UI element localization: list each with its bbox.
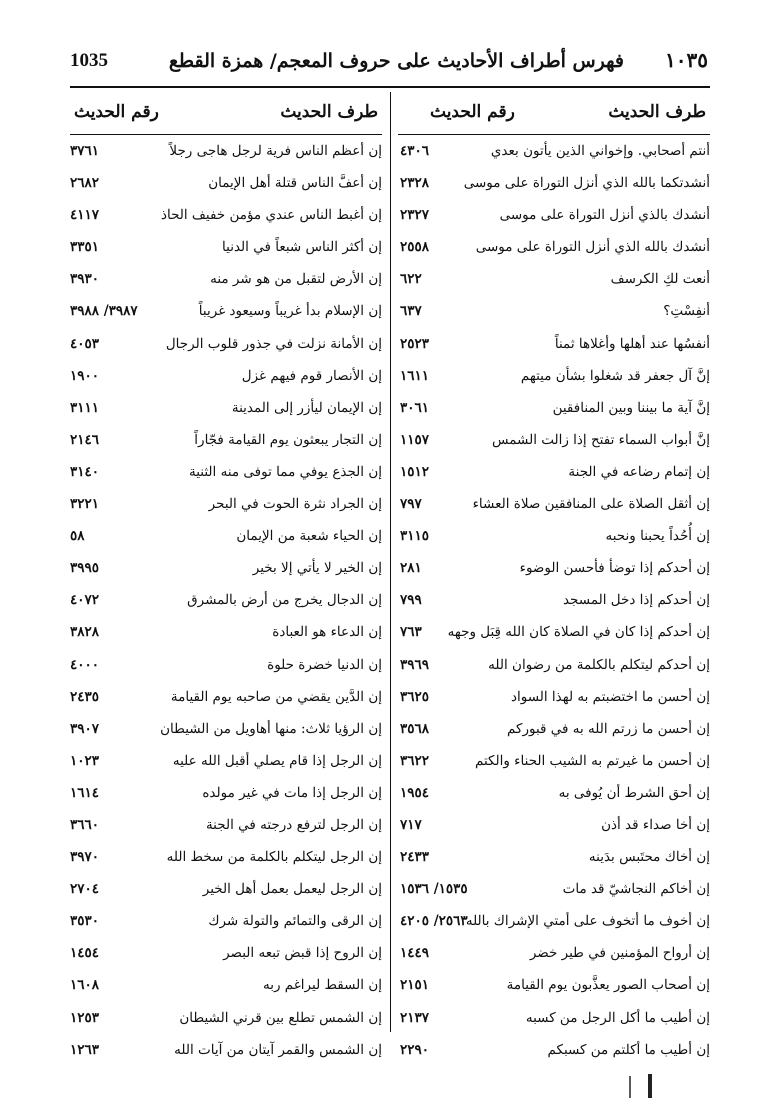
column-header-hadith: طرف الحديث — [280, 102, 378, 122]
hadith-number: ١٩٠٠ — [70, 367, 100, 384]
hadith-number: ٢٣٢٨ — [400, 175, 430, 192]
hadith-number: ٤٠٧٢ — [70, 592, 100, 609]
hadith-opening: إنَّ آية ما بيننا وبين المنافقين — [552, 399, 710, 416]
index-row — [398, 231, 710, 263]
hadith-opening: أنعت لكِ الكرسف — [610, 271, 710, 288]
index-row — [70, 777, 382, 809]
index-row — [398, 199, 710, 231]
index-row — [398, 295, 710, 327]
index-row — [398, 520, 710, 552]
index-row — [70, 392, 382, 424]
hadith-opening: أنفسُها عند أهلها وأغلاها ثمناً — [554, 335, 710, 352]
hadith-opening: إن أطيب ما أكلتم من كسبكم — [547, 1041, 710, 1058]
index-row — [70, 424, 382, 456]
hadith-opening: إن الدَّين يقضي من صاحبه يوم القيامة — [170, 688, 382, 705]
hadith-number: ١٩٥٤ — [400, 784, 430, 801]
hadith-opening: أنشدك بالله الذي أنزل التوراة على موسى — [475, 239, 710, 256]
page-title: فهرس أطراف الأحاديث على حروف المعجم/ همزة القطع — [168, 50, 624, 72]
hadith-number: ٣١١١ — [70, 399, 100, 416]
hadith-number: ٢٢٩٠ — [400, 1041, 430, 1058]
index-row — [398, 905, 710, 937]
hadith-number: ١٦٠٨ — [70, 977, 100, 994]
column-header — [70, 92, 382, 135]
hadith-number: ٣٣٥١ — [70, 239, 100, 256]
index-row — [70, 199, 382, 231]
index-row — [398, 713, 710, 745]
hadith-opening: إن أخاكم النجاشيّ قد مات — [562, 881, 710, 898]
index-row — [70, 713, 382, 745]
hadith-number: ١٥١٢ — [400, 463, 430, 480]
hadith-number: ٣٩٩٥ — [70, 560, 100, 577]
hadith-opening: إن الرجل إذا قام يصلي أقبل الله عليه — [172, 752, 382, 769]
hadith-opening: إن أحدكم ليتكلم بالكلمة من رضوان الله — [488, 656, 710, 673]
index-row — [398, 456, 710, 488]
index-row — [70, 681, 382, 713]
page-number-latin: 1035 — [70, 50, 108, 71]
hadith-number: ١٦١١ — [400, 367, 430, 384]
hadith-number: ١١٥٧ — [400, 431, 430, 448]
column-header-hadith: طرف الحديث — [608, 102, 706, 122]
hadith-number: ١٠٢٣ — [70, 752, 100, 769]
hadith-number: ٣٩٨٧/ ٣٩٨٨ — [70, 303, 138, 320]
index-row — [70, 1034, 382, 1066]
index-row — [70, 167, 382, 199]
hadith-opening: إنَّ آل جعفر قد شغلوا بشأن ميتهم — [520, 367, 710, 384]
hadith-opening: إن الجذع يوفي مما توفى منه الثنية — [188, 463, 382, 480]
hadith-opening: إنَّ أبواب السماء تفتح إذا زالت الشمس — [492, 431, 710, 448]
hadith-number: ٣٦٦٠ — [70, 816, 100, 833]
index-row — [398, 937, 710, 969]
hadith-opening: إن أخوف ما أتخوف على أمتي الإشراك بالله — [465, 913, 710, 930]
index-row — [70, 520, 382, 552]
hadith-number: ٢٥٢٣ — [400, 335, 430, 352]
hadith-opening: إن الخير لا يأتي إلا بخير — [252, 560, 382, 577]
hadith-number: ٣١٤٠ — [70, 463, 100, 480]
hadith-number: ٢٥٥٨ — [400, 239, 430, 256]
index-row — [398, 392, 710, 424]
index-row — [70, 969, 382, 1001]
hadith-opening: إن أحسن ما زرتم الله به في قبوركم — [507, 720, 710, 737]
hadith-number: ٢٧٠٤ — [70, 881, 100, 898]
hadith-opening: إن الحياء شعبة من الإيمان — [236, 528, 382, 545]
index-row — [398, 841, 710, 873]
index-row — [70, 328, 382, 360]
index-row — [398, 488, 710, 520]
hadith-number: ٣٩٧٠ — [70, 849, 100, 866]
index-row — [70, 360, 382, 392]
hadith-opening: إن أخا صداء قد أذن — [601, 816, 710, 833]
index-row — [398, 809, 710, 841]
hadith-opening: إن أغبط الناس عندي مؤمن خفيف الحاذ — [160, 207, 382, 224]
hadith-number: ٣٠٦١ — [400, 399, 430, 416]
hadith-opening: إن أعظم الناس فرية لرجل هاجى رجلاً — [169, 143, 382, 159]
index-row — [70, 295, 382, 327]
hadith-opening: إن أصحاب الصور يعذَّبون يوم القيامة — [506, 977, 710, 994]
index-row — [70, 584, 382, 616]
index-row — [398, 1034, 710, 1066]
hadith-opening: إن أثقل الصلاة على المنافقين صلاة العشاء — [472, 496, 710, 513]
index-row — [70, 616, 382, 648]
hadith-number: ٣٧٦١ — [70, 143, 100, 159]
hadith-opening: إن السقط ليراغم ربه — [262, 977, 382, 994]
hadith-number: ٣٥٦٨ — [400, 720, 430, 737]
column-divider — [390, 92, 391, 1032]
index-row — [398, 263, 710, 295]
hadith-opening: إن أكثر الناس شبعاً في الدنيا — [222, 239, 382, 256]
hadith-number: ١٥٣٥/ ١٥٣٦ — [400, 881, 468, 898]
hadith-number: ٤٠٥٣ — [70, 335, 100, 352]
printer-mark — [624, 1072, 664, 1098]
hadith-number: ٣٢٢١ — [70, 496, 100, 513]
index-rows — [70, 135, 382, 1066]
hadith-number: ٣٥٣٠ — [70, 913, 100, 930]
hadith-opening: إن أطيب ما أكل الرجل من كسبه — [525, 1009, 710, 1026]
hadith-opening: إن الرقى والتمائم والتولة شرك — [208, 913, 382, 930]
hadith-number: ٦٢٢ — [400, 271, 422, 288]
index-row — [70, 1002, 382, 1034]
hadith-opening: إن الرجل لترفع درجته في الجنة — [205, 816, 382, 833]
index-row — [398, 616, 710, 648]
index-row — [398, 135, 710, 167]
hadith-opening: إن إتمام رضاعه في الجنة — [568, 463, 710, 480]
hadith-number: ٦٣٧ — [400, 303, 422, 320]
hadith-opening: إن الإسلام بدأ غريباً وسيعود غريباً — [198, 303, 382, 320]
hadith-number: ٤١١٧ — [70, 207, 100, 224]
index-row — [398, 424, 710, 456]
hadith-opening: إن أرواح المؤمنين في طير خضر — [529, 945, 710, 962]
hadith-opening: إن أحدكم إذا كان في الصلاة كان الله قِبَل وجهه — [447, 624, 710, 641]
hadith-opening: إن أعفَّ الناس قتلة أهل الإيمان — [208, 175, 382, 192]
index-row — [398, 873, 710, 905]
index-row — [398, 777, 710, 809]
hadith-opening: إن أحدكم إذا دخل المسجد — [562, 592, 710, 609]
hadith-opening: إن الشمس والقمر آيتان من آيات الله — [174, 1041, 382, 1058]
index-row — [398, 360, 710, 392]
index-row — [70, 937, 382, 969]
hadith-number: ٧٩٧ — [400, 496, 422, 513]
index-row — [398, 649, 710, 681]
column-header-number: رقم الحديث — [430, 102, 515, 122]
page-number-arabic: ١٠٣٥ — [665, 48, 708, 72]
hadith-opening: إن الشمس تطلع بين قرني الشيطان — [179, 1009, 382, 1026]
hadith-number: ١٤٥٤ — [70, 945, 100, 962]
hadith-number: ٣٩٣٠ — [70, 271, 100, 288]
column-header — [398, 92, 710, 135]
hadith-opening: إن التجار يبعثون يوم القيامة فجّاراً — [194, 431, 382, 448]
hadith-number: ٢٣٢٧ — [400, 207, 430, 224]
hadith-opening: إن الأمانة نزلت في جذور قلوب الرجال — [165, 335, 382, 352]
hadith-opening: إن أحق الشرط أن يُوفى به — [558, 784, 710, 801]
hadith-number: ٧٦٣ — [400, 624, 422, 641]
hadith-number: ٢٨١ — [400, 560, 422, 577]
hadith-opening: إن أحدكم إذا توضأ فأحسن الوضوء — [519, 560, 710, 577]
hadith-opening: إن الرجل ليعمل بعمل أهل الخير — [202, 881, 382, 898]
hadith-opening: إن أُحُداً يحبنا ونحبه — [605, 528, 710, 545]
hadith-number: ٢١٣٧ — [400, 1009, 430, 1026]
hadith-number: ٧٩٩ — [400, 592, 422, 609]
hadith-opening: إن الدنيا خضرة حلوة — [267, 656, 382, 673]
index-row — [70, 456, 382, 488]
column-header-number: رقم الحديث — [74, 102, 159, 122]
hadith-opening: إن الجراد نثرة الحوت في البحر — [208, 496, 382, 513]
hadith-opening: أنتم أصحابي. وإخواني الذين يأتون بعدي — [490, 143, 710, 159]
index-row — [398, 681, 710, 713]
hadith-opening: إن الرجل إذا مات في غير مولده — [202, 784, 382, 801]
hadith-opening: إن أخاك محتَبس بدَينه — [588, 849, 710, 866]
hadith-opening: إن الأرض لتقبل من هو شر منه — [210, 271, 382, 288]
hadith-number: ١٤٤٩ — [400, 945, 430, 962]
hadith-opening: إن الدجال يخرج من أرض بالمشرق — [187, 592, 382, 609]
index-row — [398, 1002, 710, 1034]
hadith-number: ١٦١٤ — [70, 784, 100, 801]
index-row — [398, 584, 710, 616]
hadith-number: ٢٤٣٥ — [70, 688, 100, 705]
hadith-number: ٥٨ — [70, 528, 85, 545]
hadith-number: ٢٦٨٢ — [70, 175, 100, 192]
hadith-number: ١٢٥٣ — [70, 1009, 100, 1026]
hadith-number: ٣٩٦٩ — [400, 656, 430, 673]
hadith-number: ٢٤٣٣ — [400, 849, 430, 866]
index-row — [70, 135, 382, 167]
hadith-opening: أنشدك بالذي أنزل التوراة على موسى — [499, 207, 710, 224]
index-column-right — [398, 92, 710, 1066]
hadith-opening: إن الرؤيا ثلاث: منها أهاويل من الشيطان — [160, 720, 382, 737]
hadith-number: ٢٥٦٣/ ٤٢٠٥ — [400, 913, 468, 930]
index-row — [70, 745, 382, 777]
index-row — [398, 167, 710, 199]
index-row — [70, 841, 382, 873]
hadith-opening: إن الأنصار قوم فيهم غزل — [241, 367, 382, 384]
hadith-opening: أنفِسْتِ؟ — [663, 303, 710, 320]
hadith-number: ٣٩٠٧ — [70, 720, 100, 737]
hadith-opening: إن الرجل ليتكلم بالكلمة من سخط الله — [166, 849, 382, 866]
index-row — [398, 552, 710, 584]
index-row — [70, 873, 382, 905]
index-row — [70, 809, 382, 841]
index-row — [398, 328, 710, 360]
index-row — [398, 969, 710, 1001]
hadith-number: ٢١٤٦ — [70, 431, 100, 448]
index-row — [70, 231, 382, 263]
hadith-number: ٣٦٢٥ — [400, 688, 430, 705]
hadith-opening: إن الروح إذا قبض تبعه البصر — [223, 945, 382, 962]
index-row — [70, 488, 382, 520]
page-header — [70, 46, 710, 88]
hadith-number: ٧١٧ — [400, 816, 422, 833]
hadith-opening: إن أحسن ما اختضبتم به لهذا السواد — [511, 688, 710, 705]
index-rows — [398, 135, 710, 1066]
hadith-opening: إن أحسن ما غيرتم به الشيب الحناء والكتم — [474, 752, 710, 769]
hadith-number: ٤٣٠٦ — [400, 143, 430, 159]
index-row — [70, 905, 382, 937]
hadith-opening: إن الدعاء هو العبادة — [272, 624, 382, 641]
index-row — [398, 745, 710, 777]
hadith-number: ٣٨٢٨ — [70, 624, 100, 641]
index-row — [70, 263, 382, 295]
index-row — [70, 649, 382, 681]
hadith-number: ٤٠٠٠ — [70, 656, 100, 673]
hadith-number: ١٢٦٣ — [70, 1041, 100, 1058]
hadith-number: ٢١٥١ — [400, 977, 430, 994]
hadith-number: ٣٦٢٢ — [400, 752, 430, 769]
hadith-opening: أنشدتكما بالله الذي أنزل التوراة على موسى — [463, 175, 710, 192]
index-column-left — [70, 92, 382, 1066]
hadith-number: ٣١١٥ — [400, 528, 430, 545]
hadith-opening: إن الإيمان ليأزر إلى المدينة — [231, 399, 382, 416]
index-row — [70, 552, 382, 584]
